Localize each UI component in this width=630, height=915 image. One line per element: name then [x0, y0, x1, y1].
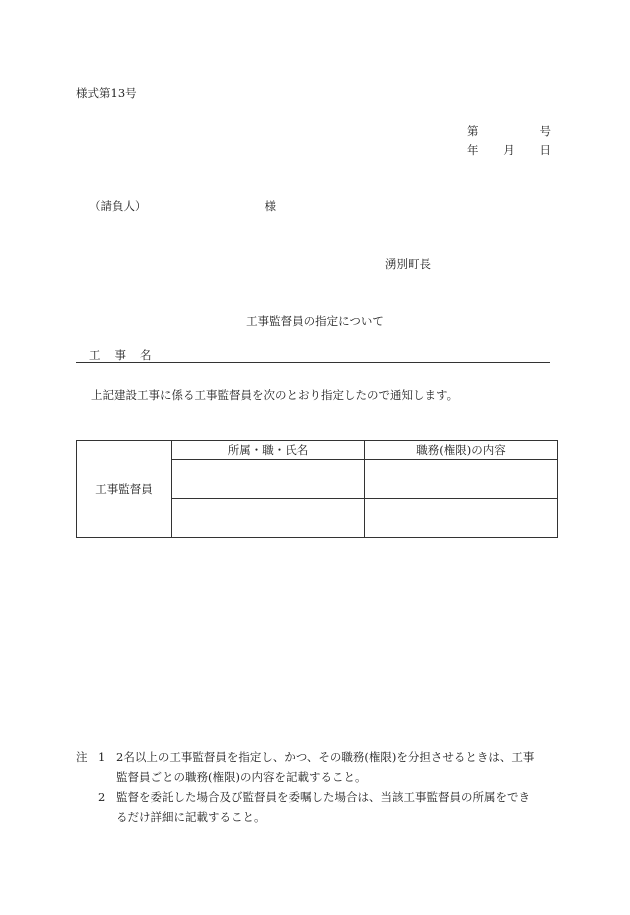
note-text: 監督員ごとの職務(権限)の内容を記載すること。	[116, 770, 367, 784]
table-cell[interactable]	[365, 499, 558, 538]
document-date	[467, 142, 551, 158]
note-text: るだけ詳細に記載すること。	[116, 810, 266, 824]
table-cell[interactable]	[172, 499, 365, 538]
note-text: 監督を委託した場合及び監督員を委嘱した場合は、当該工事監督員の所属をでき	[116, 790, 530, 804]
work-name-label: 工事名	[89, 348, 166, 362]
date-month: 月	[503, 143, 515, 157]
column-header-affiliation: 所属・職・氏名	[172, 441, 365, 460]
date-day: 日	[539, 143, 551, 157]
addressee	[89, 198, 276, 214]
notes-label: 注	[76, 750, 88, 764]
note-number: 2	[98, 790, 106, 804]
issuer: 湧別町長	[385, 257, 431, 271]
addressee-honorific: 様	[264, 199, 276, 213]
column-header-duties: 職務(権限)の内容	[365, 441, 558, 460]
notes	[76, 747, 534, 827]
table-cell[interactable]	[365, 460, 558, 499]
work-name-field	[76, 347, 550, 363]
document-number-prefix: 第	[467, 124, 479, 138]
form-number: 様式第13号	[76, 86, 137, 100]
date-year: 年	[467, 143, 479, 157]
table-cell[interactable]	[172, 460, 365, 499]
addressee-label: （請負人）	[89, 199, 147, 213]
note-text: 2名以上の工事監督員を指定し、かつ、その職務(権限)を分担させるときは、工事	[116, 750, 535, 764]
supervisor-table	[76, 440, 558, 538]
note-number: 1	[98, 750, 106, 764]
document-title: 工事監督員の指定について	[246, 314, 384, 328]
body-text: 上記建設工事に係る工事監督員を次のとおり指定したので通知します。	[91, 388, 459, 402]
document-number-suffix: 号	[539, 124, 551, 138]
row-header-supervisor: 工事監督員	[77, 441, 172, 538]
document-number	[467, 123, 551, 139]
